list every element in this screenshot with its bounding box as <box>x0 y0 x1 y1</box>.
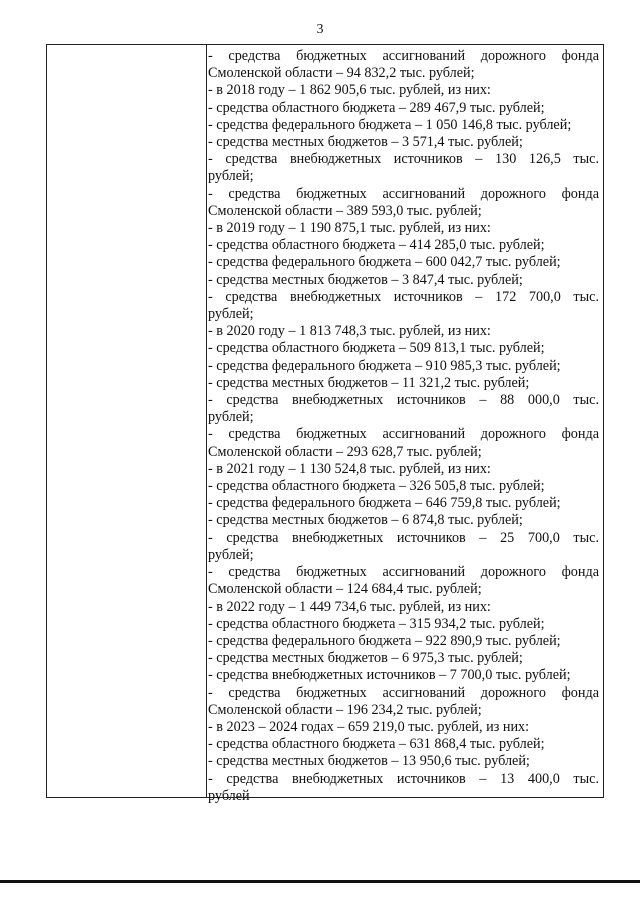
text-line: Смоленской области – 94 832,2 тыс. рублей; <box>208 65 475 82</box>
text-line: - средства внебюджетных источников – 25 700,0 тыс. <box>208 529 599 546</box>
text-line: - в 2022 году – 1 449 734,6 тыс. рублей, из них: <box>208 598 491 615</box>
text-line: рублей; <box>208 168 254 185</box>
text-line: - средства внебюджетных источников – 172 700,0 тыс. <box>208 288 599 305</box>
text-line: - средства областного бюджета – 509 813,1 тыс. рублей; <box>208 340 545 357</box>
text-line: - средства внебюджетных источников – 88 000,0 тыс. <box>208 392 599 409</box>
text-line: - в 2018 году – 1 862 905,6 тыс. рублей, из них: <box>208 82 491 99</box>
bottom-rule <box>0 880 640 883</box>
text-line: - средства внебюджетных источников – 13 400,0 тыс. <box>208 770 599 787</box>
page-number: 3 <box>316 22 324 37</box>
text-line: - средства бюджетных ассигнований дорожного фонда <box>208 426 599 443</box>
text-line: - средства внебюджетных источников – 130 126,5 тыс. <box>208 151 599 168</box>
text-line: - средства местных бюджетов – 3 571,4 тыс. рублей; <box>208 134 523 151</box>
text-line: - в 2020 году – 1 813 748,3 тыс. рублей, из них: <box>208 323 491 340</box>
text-line: рублей <box>208 787 250 804</box>
table-left-column <box>47 45 207 797</box>
text-line: - средства областного бюджета – 289 467,9 тыс. рублей; <box>208 99 545 116</box>
text-line: - средства местных бюджетов – 11 321,2 тыс. рублей; <box>208 374 530 391</box>
text-line: - в 2021 году – 1 130 524,8 тыс. рублей, из них: <box>208 460 491 477</box>
text-line: - средства внебюджетных источников – 7 700,0 тыс. рублей; <box>208 667 571 684</box>
text-line: - средства бюджетных ассигнований дорожного фонда <box>208 48 599 64</box>
text-line: - средства областного бюджета – 315 934,2 тыс. рублей; <box>208 615 545 632</box>
text-line: Смоленской области – 293 628,7 тыс. рублей; <box>208 443 482 460</box>
text-line: Смоленской области – 124 684,4 тыс. рублей; <box>208 581 482 598</box>
text-line: - средства местных бюджетов – 13 950,6 тыс. рублей; <box>208 753 530 770</box>
text-line: - средства областного бюджета – 631 868,4 тыс. рублей; <box>208 736 545 753</box>
text-line: - средства федерального бюджета – 600 042,7 тыс. рублей; <box>208 254 561 271</box>
table-right-column <box>208 48 599 805</box>
text-line: рублей; <box>208 546 254 563</box>
text-line: - средства бюджетных ассигнований дорожного фонда <box>208 185 599 202</box>
text-line: рублей; <box>208 409 254 426</box>
text-line: - средства местных бюджетов – 6 874,8 тыс. рублей; <box>208 512 523 529</box>
text-line: - средства областного бюджета – 326 505,8 тыс. рублей; <box>208 478 545 495</box>
text-line: - средства областного бюджета – 414 285,0 тыс. рублей; <box>208 237 545 254</box>
text-line: - средства бюджетных ассигнований дорожного фонда <box>208 684 599 701</box>
text-line: - средства федерального бюджета – 910 985,3 тыс. рублей; <box>208 357 561 374</box>
text-line: - средства местных бюджетов – 6 975,3 тыс. рублей; <box>208 650 523 667</box>
text-line: рублей; <box>208 306 254 323</box>
text-line: Смоленской области – 196 234,2 тыс. рублей; <box>208 701 482 718</box>
document-table <box>46 44 604 804</box>
text-line: - средства федерального бюджета – 646 759,8 тыс. рублей; <box>208 495 561 512</box>
text-line: Смоленской области – 389 593,0 тыс. рублей; <box>208 202 482 219</box>
text-line: - в 2023 – 2024 годах – 659 219,0 тыс. рублей, из них: <box>208 718 530 735</box>
text-line: - средства местных бюджетов – 3 847,4 тыс. рублей; <box>208 271 523 288</box>
text-line: - в 2019 году – 1 190 875,1 тыс. рублей, из них: <box>208 220 491 237</box>
text-line: - средства бюджетных ассигнований дорожного фонда <box>208 564 599 581</box>
text-line: - средства федерального бюджета – 922 890,9 тыс. рублей; <box>208 632 561 649</box>
text-line: - средства федерального бюджета – 1 050 146,8 тыс. рублей; <box>208 116 572 133</box>
